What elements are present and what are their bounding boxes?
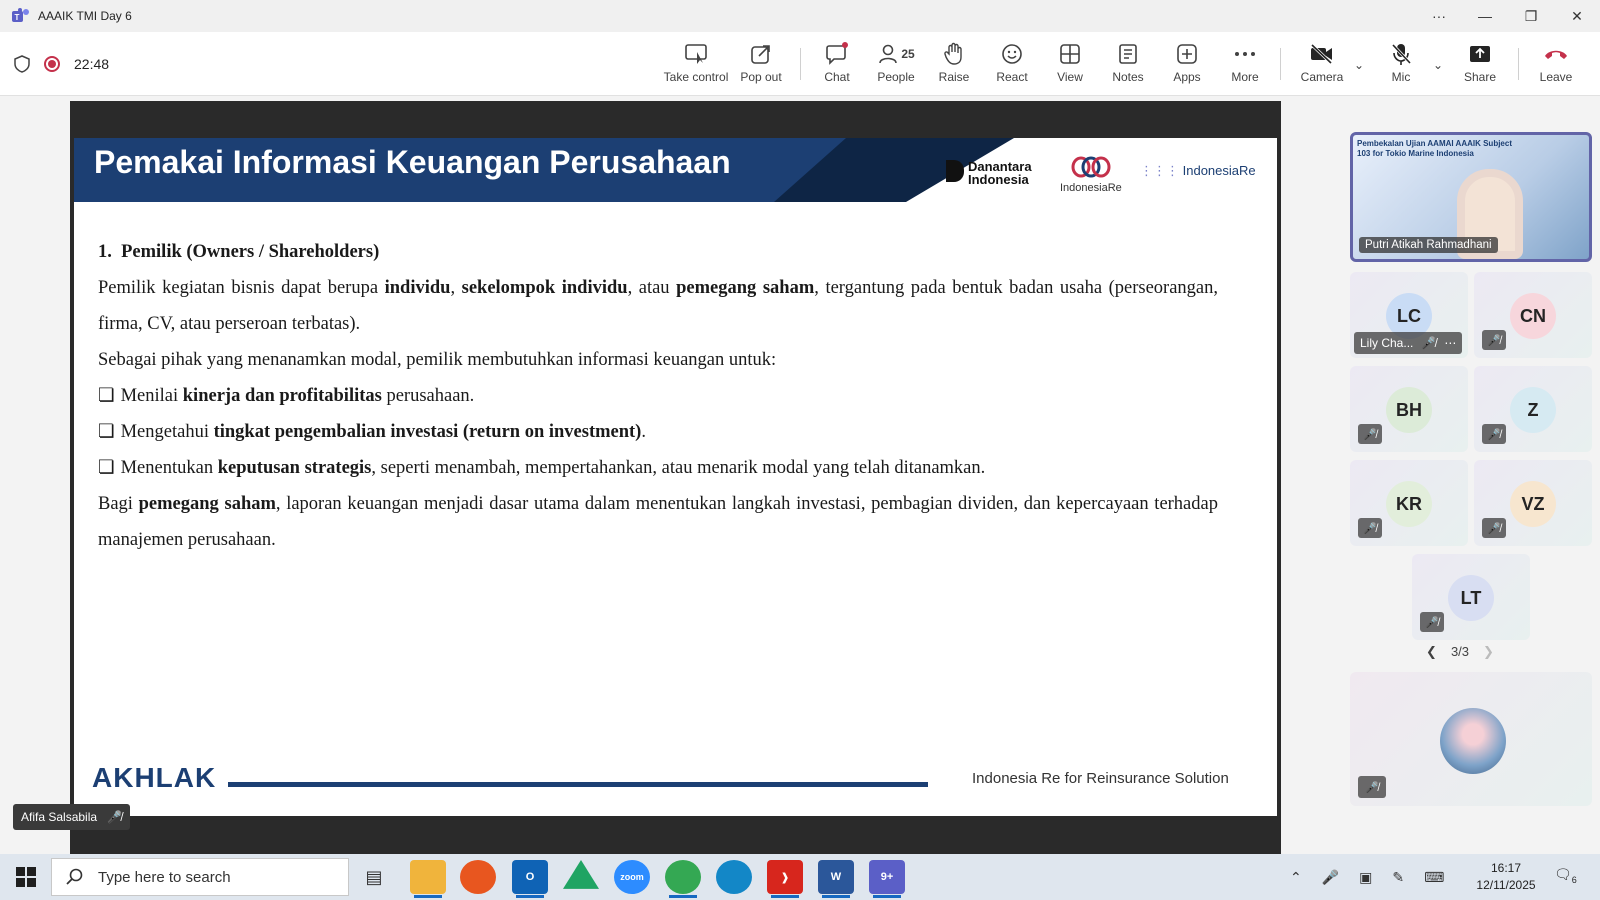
taskbar-search-box[interactable]: [51, 858, 349, 896]
system-tray: [1290, 854, 1444, 900]
take-control-button[interactable]: Take control: [666, 40, 726, 90]
view-button[interactable]: View: [1040, 40, 1100, 90]
acrobat-icon[interactable]: ❱: [767, 860, 803, 894]
zoom-icon[interactable]: zoom: [614, 860, 650, 894]
mic-off-icon: 🎤̸: [1421, 336, 1437, 350]
clock-time: 16:17: [1490, 861, 1522, 875]
mic-off-icon: 🎤̸: [1358, 776, 1386, 798]
pen-icon[interactable]: ✎: [1392, 868, 1405, 885]
indonesiare-logo: IndonesiaRe: [1060, 156, 1122, 195]
mic-off-icon: 🎤̸: [1420, 612, 1444, 632]
apps-button[interactable]: Apps: [1157, 40, 1217, 90]
take-control-icon: [684, 40, 708, 68]
notes-button[interactable]: Notes: [1098, 40, 1158, 90]
meeting-stage: [0, 96, 1320, 854]
ellipsis-icon: [1234, 40, 1256, 68]
slide-paragraph-1: Pemilik kegiatan bisnis dapat berupa individu, sekelompok individu, atau pemegang saham, tergantung pada bentuk badan usaha (perseorangan, firma, CV, atau perseroan terbatas).: [98, 278, 1218, 334]
leave-button[interactable]: Leave: [1526, 40, 1586, 90]
slide-footer-text: Indonesia Re for Reinsurance Solution: [972, 770, 1229, 787]
hang-up-icon: [1543, 40, 1569, 68]
mic-off-icon: 🎤̸: [1482, 330, 1506, 350]
share-button[interactable]: Share: [1450, 40, 1510, 90]
mic-button[interactable]: Mic: [1371, 40, 1431, 90]
mic-off-icon: 🎤̸: [1482, 424, 1506, 444]
participant-tile[interactable]: [1474, 460, 1592, 546]
avatar: LC: [1386, 293, 1432, 339]
teams-icon: [12, 8, 30, 24]
more-options-icon[interactable]: ···: [1432, 8, 1446, 24]
smiley-icon: [1001, 40, 1023, 68]
meeting-timer: 22:48: [74, 56, 110, 72]
title-bar: [0, 0, 1600, 32]
mic-off-icon: 🎤̸: [1358, 424, 1382, 444]
avatar: KR: [1386, 481, 1432, 527]
chevron-up-icon[interactable]: ⌃: [1290, 868, 1302, 885]
toolbar-divider: [800, 48, 801, 80]
search-placeholder: Type here to search: [98, 868, 231, 886]
presentation-slide: [74, 138, 1277, 816]
camera-button[interactable]: Camera: [1292, 40, 1352, 90]
avatar: BH: [1386, 387, 1432, 433]
mic-off-icon: 🎤̸: [107, 810, 122, 824]
participant-name: Putri Atikah Rahmadhani: [1359, 237, 1498, 253]
svg-text:T: T: [14, 13, 20, 22]
participant-tile[interactable]: [1350, 272, 1468, 358]
file-explorer-icon[interactable]: [410, 860, 446, 894]
participant-tile[interactable]: [1474, 366, 1592, 452]
search-icon: [66, 868, 84, 886]
taskbar-clock[interactable]: [1470, 860, 1542, 894]
windows-start-icon[interactable]: [16, 867, 36, 893]
camera-off-icon: [1309, 40, 1335, 68]
keyboard-icon[interactable]: ⌨: [1424, 868, 1445, 885]
chat-button[interactable]: Chat: [807, 40, 867, 90]
avatar: LT: [1448, 575, 1494, 621]
mic-options-chevron-icon[interactable]: ⌄: [1433, 58, 1444, 72]
more-button[interactable]: More: [1215, 40, 1275, 90]
recording-icon: [44, 56, 60, 72]
featured-participant-tile[interactable]: [1350, 132, 1592, 262]
raise-hand-button[interactable]: Raise: [924, 40, 984, 90]
toolbar-divider: [1280, 48, 1281, 80]
slide-heading: 1. Pemilik (Owners / Shareholders): [98, 242, 380, 262]
participant-tile[interactable]: [1412, 554, 1530, 640]
edge-icon[interactable]: [716, 860, 752, 894]
window-title: AAAIK TMI Day 6: [38, 9, 132, 23]
mic-off-icon: [1390, 40, 1412, 68]
notification-icon[interactable]: $🗨_6$: [1554, 866, 1577, 885]
react-button[interactable]: React: [982, 40, 1042, 90]
pop-out-icon: [750, 40, 772, 68]
notification-count: 6: [1571, 874, 1577, 885]
windows-taskbar: [0, 854, 1600, 900]
people-button[interactable]: 25 People: [866, 40, 926, 90]
slide-body: [98, 234, 1218, 558]
slide-title: Pemakai Informasi Keuangan Perusahaan: [94, 144, 731, 180]
firefox-icon[interactable]: [460, 860, 496, 894]
meeting-toolbar: [0, 32, 1600, 96]
participant-tile[interactable]: [1350, 460, 1468, 546]
camera-options-chevron-icon[interactable]: ⌄: [1354, 58, 1365, 72]
clock-date: 12/11/2025: [1476, 878, 1536, 892]
outlook-icon[interactable]: O: [512, 860, 548, 894]
hand-icon: [943, 40, 965, 68]
footer-divider: [228, 782, 928, 787]
page-indicator: 3/3: [1450, 644, 1470, 659]
gallery-pager: [1410, 644, 1510, 660]
chevron-right-icon[interactable]: ❯: [1483, 644, 1494, 659]
minimize-icon[interactable]: —: [1478, 8, 1492, 24]
chat-icon: [825, 40, 849, 68]
participant-tile[interactable]: [1350, 366, 1468, 452]
presenter-name-tag: Afifa Salsabila 🎤̸: [13, 804, 130, 830]
participant-name-tag: Lily Cha... 🎤̸ ⋯: [1354, 332, 1462, 354]
notes-icon: [1118, 40, 1138, 68]
akhlak-logo: AKHLAK: [92, 762, 217, 793]
close-icon[interactable]: ✕: [1571, 7, 1583, 24]
shield-icon[interactable]: [14, 55, 30, 73]
teams-taskbar-icon[interactable]: 9+: [869, 860, 905, 894]
microphone-icon[interactable]: 🎤: [1321, 868, 1340, 885]
slide-bullet-3: ❏ Menentukan keputusan strategis, seperti menambah, mempertahankan, atau menarik modal yang telah ditanamkan.: [98, 450, 1218, 486]
slide-paragraph-2: Sebagai pihak yang menanamkan modal, pemilik membutuhkan informasi keuangan untuk:: [98, 350, 777, 370]
participants-panel: [1320, 96, 1600, 854]
indonesiare-institute-logo: ⋮⋮⋮ IndonesiaRe: [1140, 163, 1256, 178]
add-app-icon: [1176, 40, 1198, 68]
chrome-icon[interactable]: [665, 860, 701, 894]
mic-off-icon: 🎤̸: [1482, 518, 1506, 538]
share-screen-icon: [1468, 40, 1492, 68]
self-avatar: [1440, 708, 1506, 774]
indonesiare-rings-icon: [1069, 156, 1113, 178]
mic-off-icon: 🎤̸: [1358, 518, 1382, 538]
google-drive-icon[interactable]: [563, 860, 599, 894]
participant-tile[interactable]: [1474, 272, 1592, 358]
slide-bullet-2: ❏ Mengetahui tingkat pengembalian investasi (return on investment).: [98, 414, 1218, 450]
chevron-left-icon[interactable]: ❮: [1426, 644, 1437, 659]
task-view-icon[interactable]: ▤: [365, 866, 383, 887]
pop-out-button[interactable]: Pop out: [731, 40, 791, 90]
restore-icon[interactable]: ❐: [1524, 7, 1538, 24]
grid-view-icon: [1059, 40, 1081, 68]
featured-video-overlay-text: Pembekalan Ujian AAMAI AAAIK Subject 103 for Tokio Marine Indonesia: [1357, 139, 1512, 158]
avatar: VZ: [1510, 481, 1556, 527]
toolbar-divider: [1518, 48, 1519, 80]
avatar: Z: [1510, 387, 1556, 433]
danantara-logo: Danantara Indonesia: [946, 160, 1032, 186]
word-icon[interactable]: W: [818, 860, 854, 894]
slide-paragraph-3: Bagi pemegang saham, laporan keuangan menjadi dasar utama dalam menentukan langkah investasi, pembagian dividen, dan kepercayaan terhadap manajemen perusahaan.: [98, 494, 1218, 550]
avatar: CN: [1510, 293, 1556, 339]
display-icon[interactable]: ▣: [1359, 868, 1373, 885]
self-view-tile[interactable]: [1350, 672, 1592, 806]
people-icon: [877, 43, 899, 65]
slide-bullet-1: ❏ Menilai kinerja dan profitabilitas perusahaan.: [98, 378, 1218, 414]
people-count: 25: [901, 47, 915, 61]
more-options-icon: ⋯: [1444, 336, 1457, 350]
